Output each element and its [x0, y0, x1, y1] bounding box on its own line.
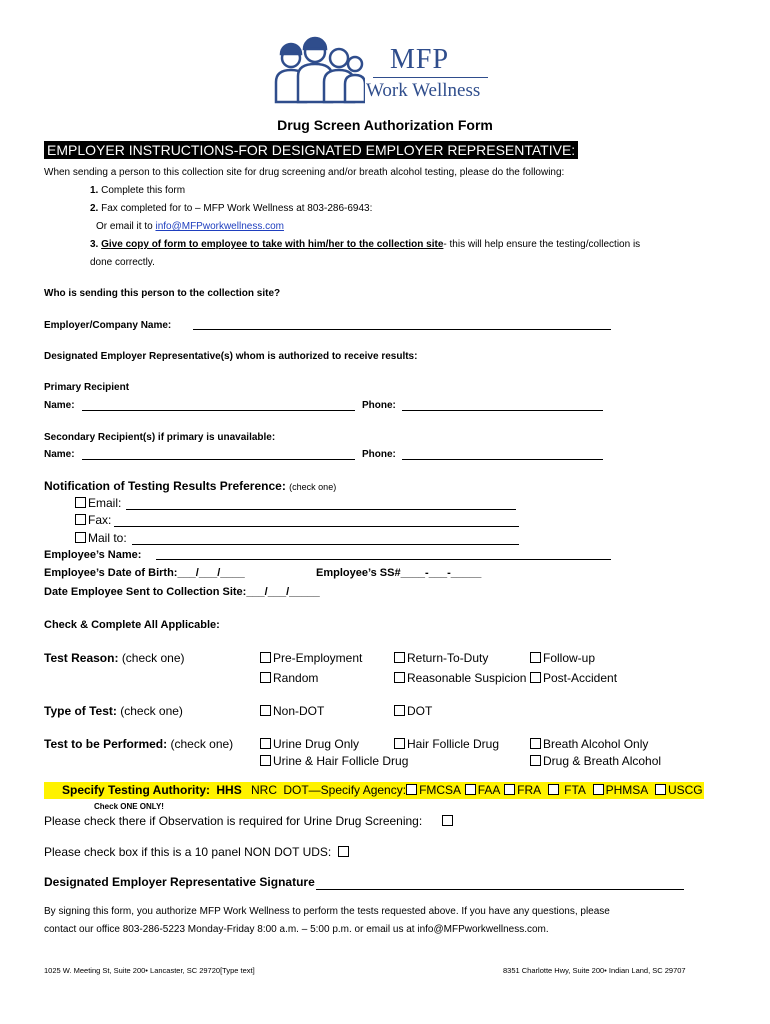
fax-option-label: Fax: [88, 513, 112, 527]
hhs-option[interactable]: HHS [216, 783, 242, 797]
test-performed-title: Test to be Performed: [44, 737, 168, 751]
urine-drug-checkbox[interactable] [260, 738, 271, 749]
footer-right-address: 8351 Charlotte Hwy, Suite 200• Indian Land, SC 29707 [503, 966, 686, 975]
step-2-email-line [96, 221, 284, 232]
notification-heading [44, 479, 336, 493]
non-dot-label: Non-DOT [273, 704, 325, 718]
urine-hair-checkbox[interactable] [260, 755, 271, 766]
logo-underline [373, 77, 488, 78]
drug-breath-option[interactable] [530, 754, 661, 768]
observation-checkbox[interactable] [442, 815, 453, 826]
follow-up-checkbox[interactable] [530, 652, 541, 663]
signature-label: Designated Employer Representative Signature [44, 875, 315, 889]
step-2-number: 2. [90, 203, 99, 214]
secondary-phone-field[interactable] [402, 459, 603, 460]
company-logo [273, 36, 503, 106]
random-label: Random [273, 671, 319, 685]
notification-title: Notification of Testing Results Preference: [44, 479, 286, 493]
step-3 [90, 239, 640, 250]
testing-authority-label: Specify Testing Authority: [62, 783, 211, 797]
employer-company-label: Employer/Company Name: [44, 320, 172, 331]
return-to-duty-option[interactable] [394, 651, 488, 665]
step-2-text: Fax completed for to – MFP Work Wellness at 803-286-6943: [101, 203, 373, 214]
return-to-duty-checkbox[interactable] [394, 652, 405, 663]
employee-ss[interactable]: Employee’s SS#____-___-_____ [316, 567, 482, 579]
email-option-label: Email: [88, 496, 122, 510]
random-option[interactable] [260, 671, 318, 685]
drug-breath-checkbox[interactable] [530, 755, 541, 766]
return-to-duty-label: Return-To-Duty [407, 651, 489, 665]
post-accident-label: Post-Accident [543, 671, 618, 685]
breath-alcohol-option[interactable] [530, 737, 648, 751]
uscg-label: USCG [667, 783, 703, 797]
check-complete-heading: Check & Complete All Applicable: [44, 619, 220, 631]
secondary-phone-label: Phone: [362, 449, 396, 460]
step-3-text: - this will help ensure the testing/collection is [443, 239, 641, 250]
fta-checkbox[interactable] [548, 784, 559, 795]
test-reason-label [44, 651, 185, 665]
post-accident-checkbox[interactable] [530, 672, 541, 683]
urine-drug-option[interactable] [260, 737, 359, 751]
primary-phone-field[interactable] [402, 410, 603, 411]
employee-name-label: Employee’s Name: [44, 549, 142, 561]
dot-option[interactable] [394, 704, 432, 718]
type-of-test-label [44, 704, 183, 718]
logo-work-wellness-text: Work Wellness [366, 80, 481, 101]
secondary-name-label: Name: [44, 449, 75, 460]
phmsa-checkbox[interactable] [593, 784, 604, 795]
dot-agency-label: DOT—Specify Agency: [283, 783, 407, 797]
faa-label: FAA [477, 783, 500, 797]
non-dot-option[interactable] [260, 704, 324, 718]
notification-email-field[interactable] [126, 509, 516, 510]
urine-hair-label: Urine & Hair Follicle Drug [273, 754, 409, 768]
reasonable-suspicion-label: Reasonable Suspicion [407, 671, 527, 685]
type-of-test-hint: (check one) [120, 704, 183, 718]
notification-fax-field[interactable] [114, 526, 519, 527]
ten-panel-row [44, 845, 351, 859]
test-performed-label [44, 737, 233, 751]
step-2 [90, 203, 372, 214]
fra-checkbox[interactable] [504, 784, 515, 795]
non-dot-checkbox[interactable] [260, 705, 271, 716]
mail-checkbox[interactable] [75, 532, 86, 543]
drug-breath-label: Drug & Breath Alcohol [543, 754, 662, 768]
primary-name-field[interactable] [82, 410, 355, 411]
primary-phone-label: Phone: [362, 400, 396, 411]
breath-alcohol-label: Breath Alcohol Only [543, 737, 649, 751]
step-1-number: 1. [90, 185, 99, 196]
nrc-option[interactable]: NRC [251, 783, 277, 797]
instructions-header: EMPLOYER INSTRUCTIONS-FOR DESIGNATED EMPLOYER REPRESENTATIVE: [44, 141, 578, 159]
who-sending-question: Who is sending this person to the collection site? [44, 288, 281, 299]
workers-icon [273, 36, 365, 104]
fmcsa-label: FMCSA [419, 783, 461, 797]
notification-mail-option[interactable] [75, 531, 127, 545]
employee-dob[interactable]: Employee’s Date of Birth:___/___/____ [44, 567, 245, 579]
pre-employment-label: Pre-Employment [273, 651, 363, 665]
observation-row [44, 814, 455, 828]
breath-alcohol-checkbox[interactable] [530, 738, 541, 749]
step-3-bold-text: Give copy of form to employee to take with him/her to the collection site [101, 239, 444, 250]
notification-fax-option[interactable] [75, 513, 111, 527]
email-checkbox[interactable] [75, 497, 86, 508]
mail-option-label: Mail to: [88, 531, 127, 545]
intro-text: When sending a person to this collection site for drug screening and/or breath alcohol testing, please do the following: [44, 167, 565, 178]
dot-label: DOT [407, 704, 433, 718]
signature-field[interactable] [316, 889, 684, 890]
fax-checkbox[interactable] [75, 514, 86, 525]
step-1-text: Complete this form [101, 185, 186, 196]
pre-employment-checkbox[interactable] [260, 652, 271, 663]
primary-name-label: Name: [44, 400, 75, 411]
email-link[interactable]: info@MFPworkwellness.com [155, 221, 284, 232]
reasonable-suspicion-checkbox[interactable] [394, 672, 405, 683]
step-1 [90, 185, 185, 196]
form-title: Drug Screen Authorization Form [277, 117, 493, 133]
hair-follicle-label: Hair Follicle Drug [407, 737, 500, 751]
notification-hint: (check one) [289, 482, 337, 492]
fta-label: FTA [564, 783, 586, 797]
secondary-recipient-label: Secondary Recipient(s) if primary is unavailable: [44, 432, 276, 443]
hair-follicle-option[interactable] [394, 737, 499, 751]
secondary-name-field[interactable] [82, 459, 355, 460]
reasonable-suspicion-option[interactable] [394, 671, 526, 685]
signing-text-line-1: By signing this form, you authorize MFP Work Wellness to perform the tests requested above. If you have any questions, please [44, 906, 610, 917]
step-2-email-prefix: Or email it to [96, 221, 156, 232]
faa-checkbox[interactable] [465, 784, 476, 795]
post-accident-option[interactable] [530, 671, 617, 685]
dot-checkbox[interactable] [394, 705, 405, 716]
testing-authority-row [62, 783, 242, 797]
step-3-continued: done correctly. [90, 257, 155, 268]
fra-label: FRA [517, 783, 541, 797]
step-3-number: 3. [90, 239, 99, 250]
logo-mfp-text: MFP [390, 44, 450, 75]
pre-employment-option[interactable] [260, 651, 362, 665]
test-reason-hint: (check one) [121, 651, 185, 665]
fmcsa-checkbox[interactable] [406, 784, 417, 795]
urine-drug-label: Urine Drug Only [273, 737, 360, 751]
signing-text-line-2: contact our office 803-286-5223 Monday-Friday 8:00 a.m. – 5:00 p.m. or email us at info@MFPworkwellness.com. [44, 924, 549, 935]
type-of-test-title: Type of Test: [44, 704, 117, 718]
primary-recipient-label: Primary Recipient [44, 382, 130, 393]
notification-email-option[interactable] [75, 496, 121, 510]
designated-rep-label: Designated Employer Representative(s) whom is authorized to receive results: [44, 351, 418, 362]
uscg-checkbox[interactable] [655, 784, 666, 795]
random-checkbox[interactable] [260, 672, 271, 683]
follow-up-label: Follow-up [543, 651, 596, 665]
ten-panel-checkbox[interactable] [338, 846, 349, 857]
notification-mail-field[interactable] [132, 544, 519, 545]
check-one-only-note: Check ONE ONLY! [94, 802, 164, 811]
urine-hair-option[interactable] [260, 754, 408, 768]
follow-up-option[interactable] [530, 651, 595, 665]
date-sent-collection[interactable]: Date Employee Sent to Collection Site:___/___/_____ [44, 586, 320, 598]
employer-company-field[interactable] [193, 329, 611, 330]
test-performed-hint: (check one) [170, 737, 234, 751]
observation-text: Please check there if Observation is required for Urine Drug Screening: [44, 814, 423, 828]
employee-name-field[interactable] [156, 559, 611, 560]
phmsa-label: PHMSA [605, 783, 648, 797]
ten-panel-text: Please check box if this is a 10 panel NON DOT UDS: [44, 845, 332, 859]
hair-follicle-checkbox[interactable] [394, 738, 405, 749]
test-reason-title: Test Reason: [44, 651, 119, 665]
nrc-dot-row [251, 783, 703, 797]
footer-left-address: 1025 W. Meeting St, Suite 200• Lancaster, SC 29720[Type text] [44, 966, 255, 975]
